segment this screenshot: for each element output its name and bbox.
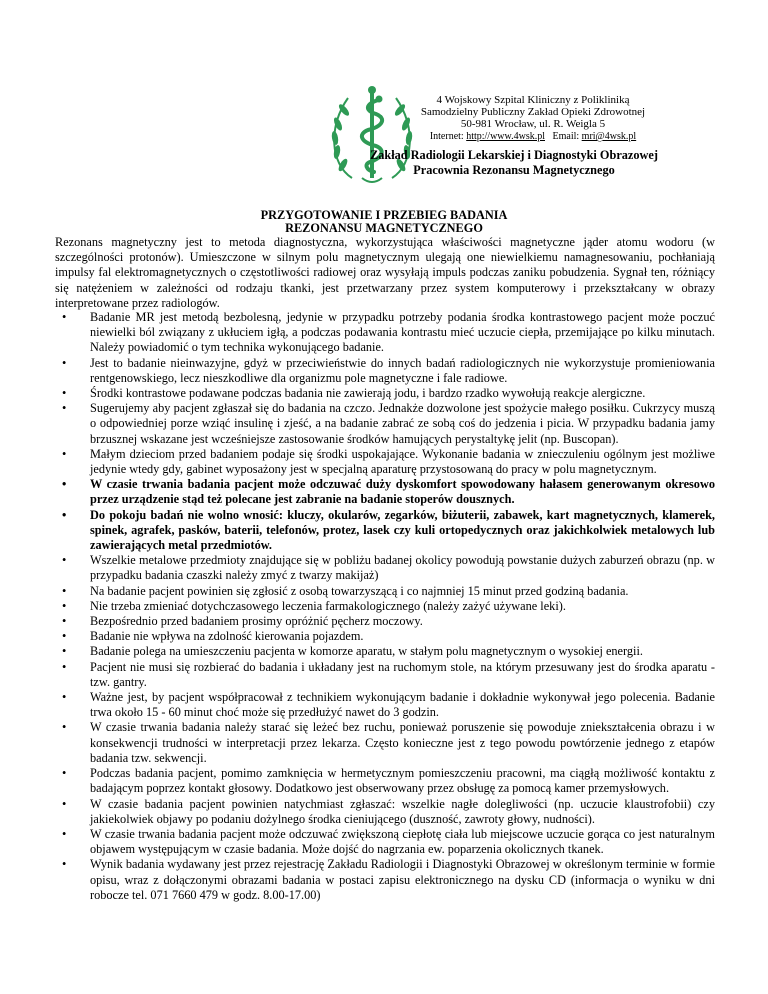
list-item	[55, 447, 715, 477]
lab-name: Pracownia Rezonansu Magnetycznego	[413, 163, 615, 177]
list-item-text: Wszelkie metalowe przedmioty znajdujące się w pobliżu badanej okolicy powodują powstanie dużych zaburzeń obrazu (np. w przypadku badania czaszki należy zmyć z twarzy makijaż)	[90, 553, 715, 583]
intro-paragraph: Rezonans magnetyczny jest to metoda diagnostyczna, wykorzystująca właściwości magnetyczne jąder atomu wodoru (w szczególności protonów). Umieszczone w silnym polu magnetycznym ulegają one niewielkiemu namagnesowaniu, pochłaniają impulsy fal elektromagnetycznych o częstotliwości radiowej oraz wysyłają impuls podczas zaniku pobudzenia. Sygnał ten, różniący się natężeniem w zależności od rodzaju tkanki, jest przetwarzany przez system komputerowy i przekształcany w obrazy interpretowane przez radiologów.	[55, 235, 715, 310]
list-item	[55, 827, 715, 857]
bullet-icon: •	[62, 583, 67, 598]
bullet-icon: •	[62, 507, 67, 522]
list-item	[55, 386, 715, 401]
bullet-icon: •	[62, 446, 67, 461]
list-item-text: Badanie polega na umieszczeniu pacjenta w komorze aparatu, w stałym polu magnetycznym o wysokiej energii.	[90, 644, 643, 659]
bullet-icon: •	[62, 401, 67, 416]
instructions-list	[55, 310, 715, 903]
bullet-icon: •	[62, 553, 67, 568]
list-item-text: Na badanie pacjent powinien się zgłosić z osobą towarzyszącą i co najmniej 15 minut przed godziną badania.	[90, 583, 629, 598]
list-item	[55, 720, 715, 766]
bullet-icon: •	[62, 857, 67, 872]
title-line-1: PRZYGOTOWANIE I PRZEBIEG BADANIA	[260, 208, 508, 222]
list-item	[55, 797, 715, 827]
list-item	[55, 660, 715, 690]
list-item	[55, 644, 715, 659]
contact-line	[418, 130, 648, 143]
list-item	[55, 614, 715, 629]
list-item-text: Sugerujemy aby pacjent zgłaszał się do badania na czczo. Jednakże dozwolone jest spożycie małego posiłku. Cukrzycy muszą o odpowiedniej porze wziąć insulinę i zjeść, a na badanie zabrać ze sobą coś do jedzenia i picia. W przypadku badania jamy brzusznej wskazane jest wcześniejsze zastosowanie środków hamujących perystaltykę jelit (np. Buscopan).	[90, 401, 715, 446]
list-item-text: W czasie badania pacjent powinien natychmiast zgłaszać: wszelkie nagłe dolegliwości (np. uczucie klaustrofobii) czy jakiekolwiek objawy po podaniu dożylnego środka cieniującego (duszność, zawroty głowy, nudności).	[90, 796, 715, 826]
list-item-text: Nie trzeba zmieniać dotychczasowego leczenia farmakologicznego (należy zażyć używane leki).	[90, 598, 566, 613]
list-item-text: Środki kontrastowe podawane podczas badania nie zawierają jodu, i bardzo rzadko wywołują reakcje alergiczne.	[90, 386, 646, 401]
bullet-icon: •	[62, 355, 67, 370]
list-item	[55, 690, 715, 720]
list-item-text: Jest to badanie nieinwazyjne, gdyż w przeciwieństwie do innych badań radiologicznych nie wykorzystuje promieniowania rentgenowskiego, lecz nieszkodliwe dla organizmu pole magnetyczne i fale radiowe.	[90, 355, 715, 385]
department-name: Zakład Radiologii Lekarskiej i Diagnostyki Obrazowej	[370, 148, 658, 162]
bullet-icon: •	[62, 766, 67, 781]
bullet-icon: •	[62, 720, 67, 735]
hospital-header	[418, 94, 648, 143]
hospital-subtitle: Samodzielny Publiczny Zakład Opieki Zdrowotnej	[420, 106, 646, 118]
list-item	[55, 857, 715, 903]
list-item-text: Pacjent nie musi się rozbierać do badania i układany jest na ruchomym stole, na którym przesuwany jest do środka aparatu - tzw. gantry.	[90, 659, 715, 689]
list-item	[55, 584, 715, 599]
list-item-important	[55, 477, 715, 507]
internet-label: Internet:	[429, 131, 464, 142]
list-item	[55, 629, 715, 644]
list-item-text: Badanie nie wpływa na zdolność kierowania pojazdem.	[90, 629, 364, 644]
bullet-icon: •	[62, 644, 67, 659]
list-item	[55, 401, 715, 447]
bullet-icon: •	[62, 629, 67, 644]
list-item-text: W czasie trwania badania należy starać się leżeć bez ruchu, ponieważ poruszenie się powoduje zniekształcenia obrazu i w konsekwencji trudności w interpretacji przez lekarza. Często konieczne jest z tego powodu powtórzenie jednego z etapów badania tzw. sekwencji.	[90, 720, 715, 765]
bullet-icon: •	[62, 477, 67, 492]
title-line-2: REZONANSU MAGNETYCZNEGO	[285, 221, 483, 235]
document-title	[200, 209, 568, 235]
list-item	[55, 599, 715, 614]
list-item-text: Podczas badania pacjent, pomimo zamknięcia w hermetycznym pomieszczeniu pracowni, ma ciągłą możliwość kontaktu z badającym poprzez kontakt głosowy. Dodatkowo jest obserwowany przez obsługę za pomocą kamer przemysłowych.	[90, 766, 715, 796]
list-item-text: W czasie trwania badania pacjent może odczuwać duży dyskomfort spowodowany hałasem generowanym okresowo przez urządzenie stąd też polecane jest zabranie na badanie stoperów dousznych.	[90, 477, 715, 507]
list-item	[55, 356, 715, 386]
bullet-icon: •	[62, 310, 67, 324]
email-link[interactable]: mri@4wsk.pl	[581, 131, 637, 142]
list-item	[55, 553, 715, 583]
list-item-text: W czasie trwania badania pacjent może odczuwać zwiększoną ciepłotę ciała lub miejscowe uczucie gorąca co jest naturalnym objawem występującym w czasie badania. Może dojść do nagrzania ew. poparzenia okolicznych tkanek.	[90, 826, 715, 857]
bullet-icon: •	[62, 796, 67, 811]
list-item	[55, 766, 715, 796]
bullet-icon: •	[62, 598, 67, 613]
department-heading	[340, 148, 688, 178]
list-item-text: Małym dzieciom przed badaniem podaje się środki uspokajające. Wykonanie badania w znieczuleniu ogólnym jest możliwe jedynie wtedy gdy, gabinet wyposażony jest w specjalną aparaturę przystosowaną do pracy w polu magnetycznym.	[90, 446, 715, 477]
bullet-icon: •	[62, 386, 67, 401]
website-link[interactable]: http://www.4wsk.pl	[466, 131, 545, 142]
bullet-icon: •	[62, 659, 67, 674]
list-item-text: Ważne jest, by pacjent współpracował z technikiem wykonującym badanie i dokładnie wykonywał jego polecenia. Badanie trwa około 15 - 60 minut choć może się przedłużyć nawet do 3 godzin.	[90, 690, 715, 720]
bullet-icon: •	[62, 690, 67, 705]
list-item-important	[55, 508, 715, 554]
list-item	[55, 310, 715, 356]
hospital-address: 50-981 Wrocław, ul. R. Weigla 5	[460, 118, 606, 130]
email-label: Email:	[552, 131, 580, 142]
list-item-text: Bezpośrednio przed badaniem prosimy opróżnić pęcherz moczowy.	[90, 614, 423, 629]
list-item-text: Do pokoju badań nie wolno wnosić: kluczy, okularów, zegarków, biżuterii, zabawek, kart magnetycznych, klamerek, spinek, agrafek, pasków, baterii, telefonów, protez, lasek czy kuli ortopedycznych oraz jakichkolwiek metalowych lub zawierających metal przedmiotów.	[90, 507, 715, 553]
bullet-icon: •	[62, 826, 67, 841]
list-item-text: Wynik badania wydawany jest przez rejestrację Zakładu Radiologii i Diagnostyki Obrazowej w określonym terminie w formie opisu, wraz z dołączonymi obrazami badania w postaci zapisu elektronicznego na dysku CD (informacja o wyniku w dni robocze tel. 071 7660 479 w godz. 8.00-17.00)	[90, 857, 715, 902]
hospital-name: 4 Wojskowy Szpital Kliniczny z Polikliniką	[436, 94, 630, 106]
bullet-icon: •	[62, 614, 67, 629]
list-item-text: Badanie MR jest metodą bezbolesną, jedynie w przypadku potrzeby podania środka kontrastowego pacjent może poczuć niewielki ból związany z ukłuciem igłą, a podczas podawania kontrastu mieć uczucie ciepła, przemijające po kilku minutach. Należy powiadomić o tym technika wykonującego badanie.	[90, 310, 715, 355]
